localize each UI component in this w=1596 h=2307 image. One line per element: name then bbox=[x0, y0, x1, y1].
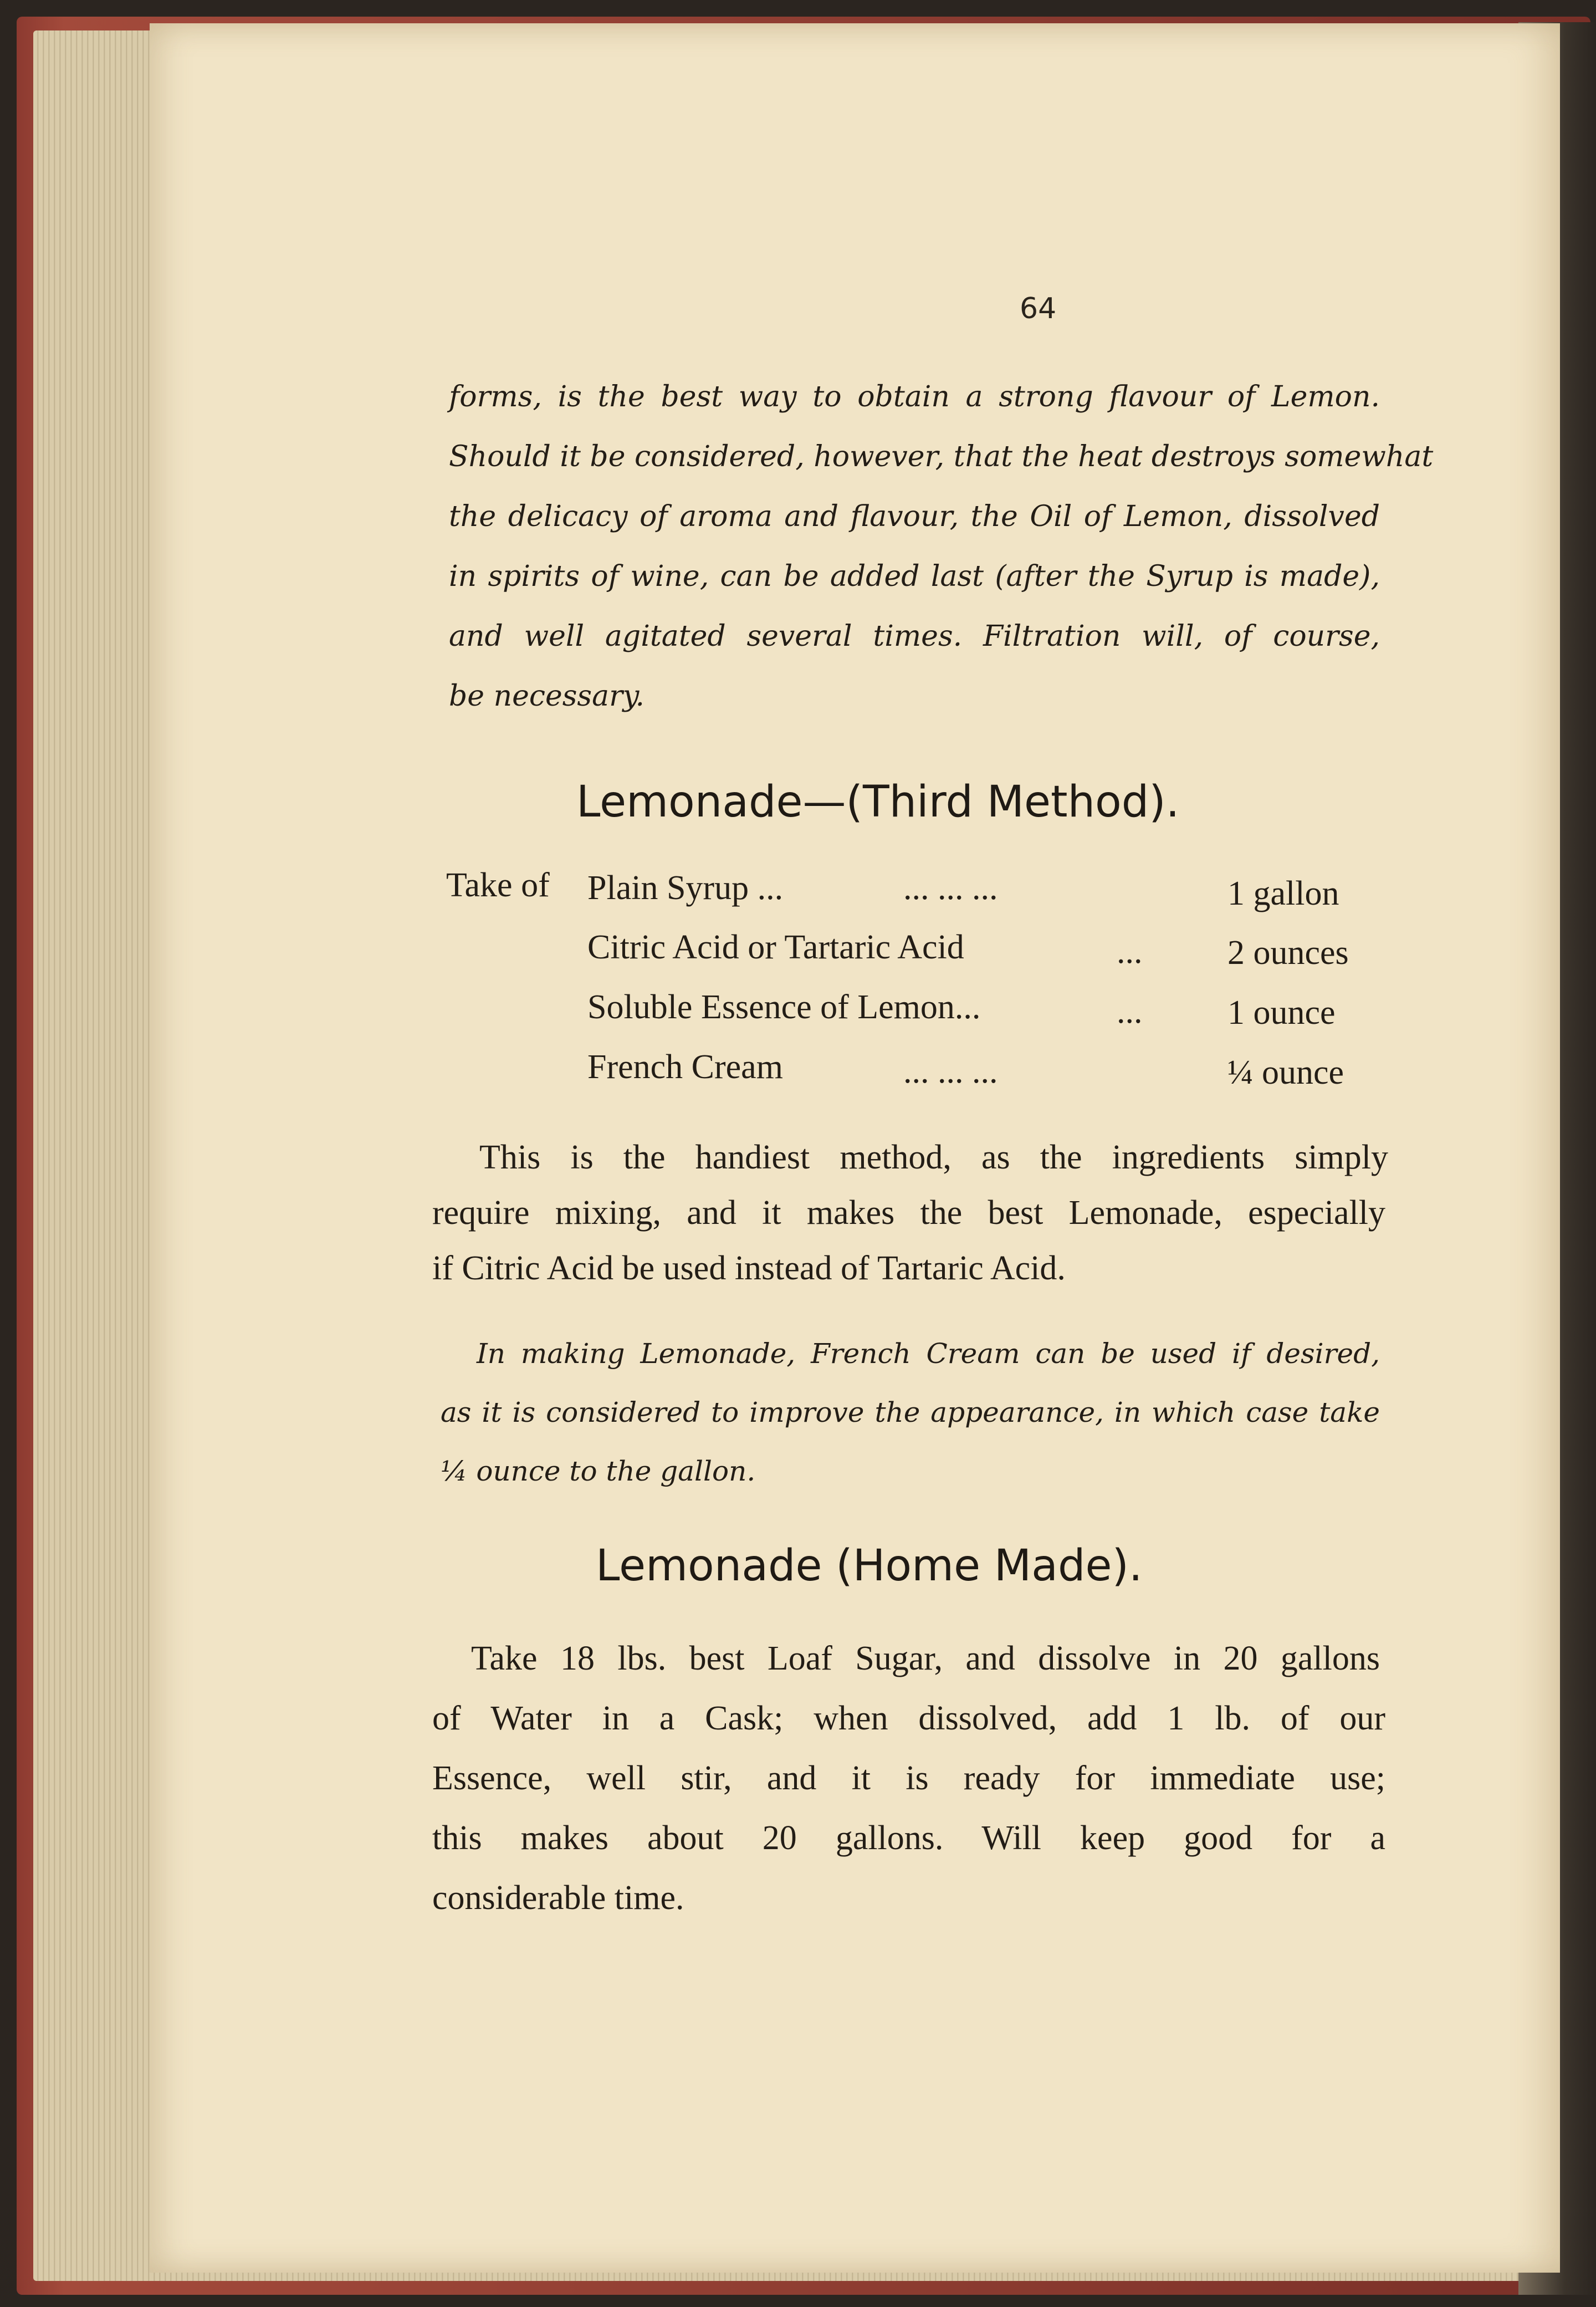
recipe-item: Soluble Essence of Lemon... bbox=[587, 988, 981, 1026]
body-line: if Citric Acid be used instead of Tartaric Acid. bbox=[432, 1249, 1066, 1287]
recipe-amount: 1 gallon bbox=[1227, 875, 1339, 912]
intro-line: Should it be considered, however, that the heat destroys somewhat bbox=[449, 440, 1434, 473]
heading-third-method: Lemonade—(Third Method). bbox=[576, 777, 1180, 827]
recipe-dots: ... bbox=[1117, 993, 1143, 1030]
intro-line: and well agitated several times. Filtration will, of course, bbox=[449, 620, 1380, 653]
recipe-amount: ¼ ounce bbox=[1227, 1054, 1344, 1091]
note-line: ¼ ounce to the gallon. bbox=[441, 1455, 756, 1487]
body-line: Take 18 lbs. best Loaf Sugar, and dissolve in 20 gallons bbox=[471, 1640, 1380, 1677]
note-line: as it is considered to improve the appearance, in which case take bbox=[441, 1396, 1380, 1428]
recipe-dots: ... bbox=[1117, 933, 1143, 971]
page-number: 64 bbox=[1020, 292, 1057, 325]
body-line: this makes about 20 gallons. Will keep good for a bbox=[432, 1819, 1385, 1857]
recipe-amount: 1 ounce bbox=[1227, 994, 1336, 1032]
note-line: In making Lemonade, French Cream can be used if desired, bbox=[477, 1338, 1380, 1370]
intro-line: the delicacy of aroma and flavour, the Oil of Lemon, dissolved bbox=[449, 500, 1380, 533]
intro-line: forms, is the best way to obtain a strong flavour of Lemon. bbox=[449, 380, 1380, 414]
intro-paragraph bbox=[449, 367, 1434, 726]
body-line: require mixing, and it makes the best Lemonade, especially bbox=[432, 1194, 1385, 1232]
body-line: This is the handiest method, as the ingredients simply bbox=[479, 1139, 1388, 1176]
recipe-item: French Cream bbox=[587, 1048, 783, 1086]
intro-line: be necessary. bbox=[449, 680, 644, 713]
body-line: Essence, well stir, and it is ready for immediate use; bbox=[432, 1759, 1385, 1797]
body-line: considerable time. bbox=[432, 1879, 684, 1917]
book-page bbox=[150, 23, 1560, 2273]
intro-line: in spirits of wine, can be added last (after the Syrup is made), bbox=[449, 560, 1380, 593]
recipe-dots: ... ... ... bbox=[903, 1053, 998, 1090]
recipe-amount: 2 ounces bbox=[1227, 934, 1349, 972]
recipe-dots: ... ... ... bbox=[903, 869, 998, 907]
body-line: of Water in a Cask; when dissolved, add 1 lb. of our bbox=[432, 1699, 1385, 1737]
heading-home-made: Lemonade (Home Made). bbox=[596, 1541, 1143, 1591]
recipe-item: Citric Acid or Tartaric Acid bbox=[587, 928, 964, 966]
recipe-item: Plain Syrup ... bbox=[587, 869, 784, 907]
recipe-take-of: Take of bbox=[446, 866, 550, 904]
